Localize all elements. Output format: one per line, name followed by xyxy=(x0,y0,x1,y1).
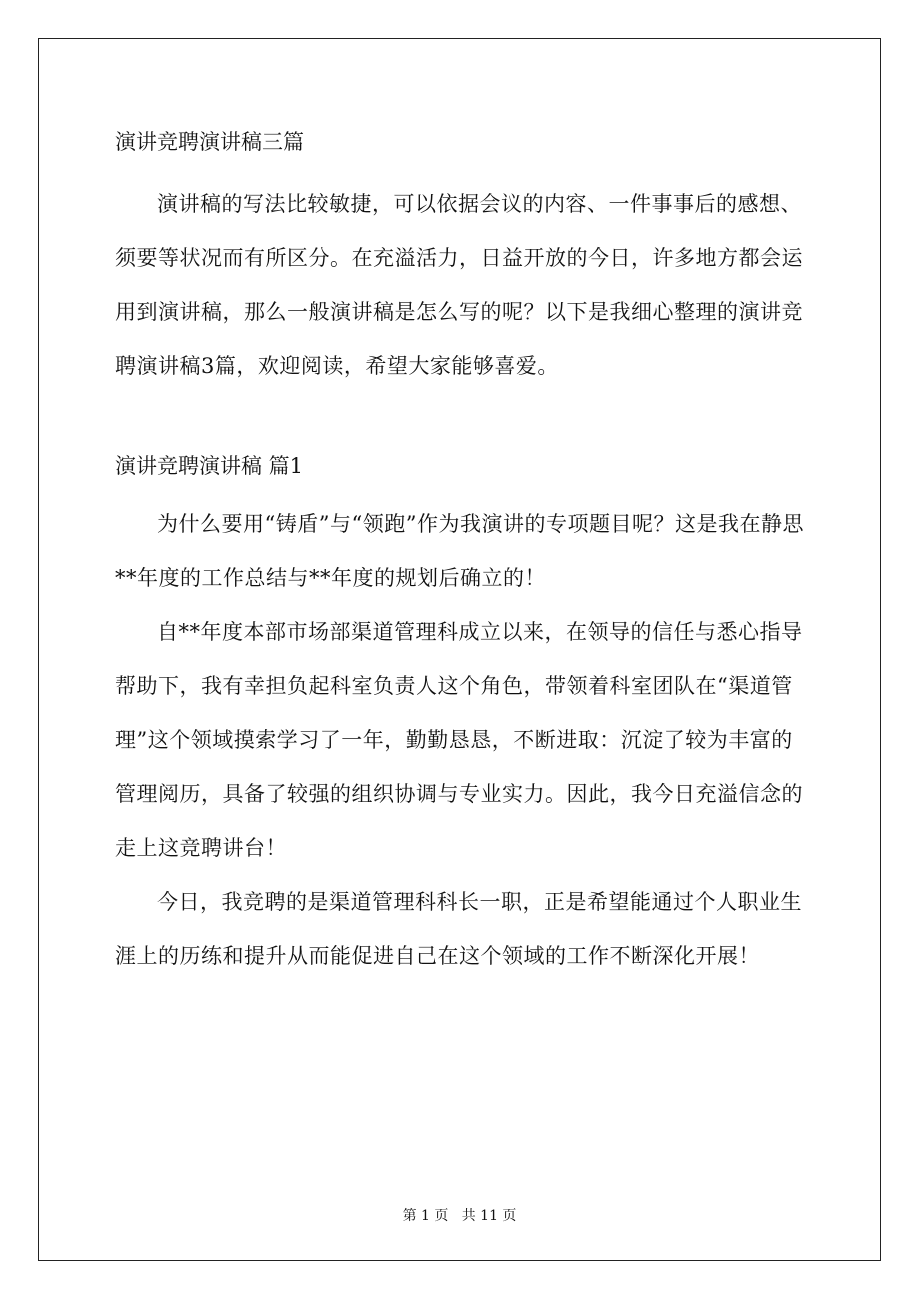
document-body xyxy=(115,121,811,983)
body-paragraph-1: 为什么要用“铸盾”与“领跑”作为我演讲的专项题目呢？这是我在静思**年度的工作总结与**年度的规划后确立的！ xyxy=(115,512,804,590)
document-page xyxy=(38,38,881,1261)
body-paragraph-2: 自**年度本部市场部渠道管理科成立以来，在领导的信任与悉心指导帮助下，我有幸担负起科室负责人这个角色，带领着科室团队在“渠道管理”这个领域摸索学习了一年，勤勤恳恳，不断进取：沉淀了较为丰富的管理阅历，具备了较强的组织协调与专业实力。因此，我今日充溢信念的走上这竞聘讲台！ xyxy=(115,620,803,860)
body-paragraph-3: 今日，我竞聘的是渠道管理科科长一职，正是希望能通过个人职业生涯上的历练和提升从而能促进自己在这个领域的工作不断深化开展！ xyxy=(115,890,802,968)
section-title: 演讲竞聘演讲稿 篇1 xyxy=(115,454,304,478)
intro-paragraph: 演讲稿的写法比较敏捷，可以依据会议的内容、一件事事后的感想、须要等状况而有所区分。在充溢活力，日益开放的今日，许多地方都会运用到演讲稿，那么一般演讲稿是怎么写的呢？以下是我细心整理的演讲竞聘演讲稿3篇，欢迎阅读，希望大家能够喜爱。 xyxy=(115,192,803,378)
document-title: 演讲竞聘演讲稿三篇 xyxy=(115,130,304,154)
page-number-footer: 第 1 页 共 11 页 xyxy=(402,1208,517,1224)
